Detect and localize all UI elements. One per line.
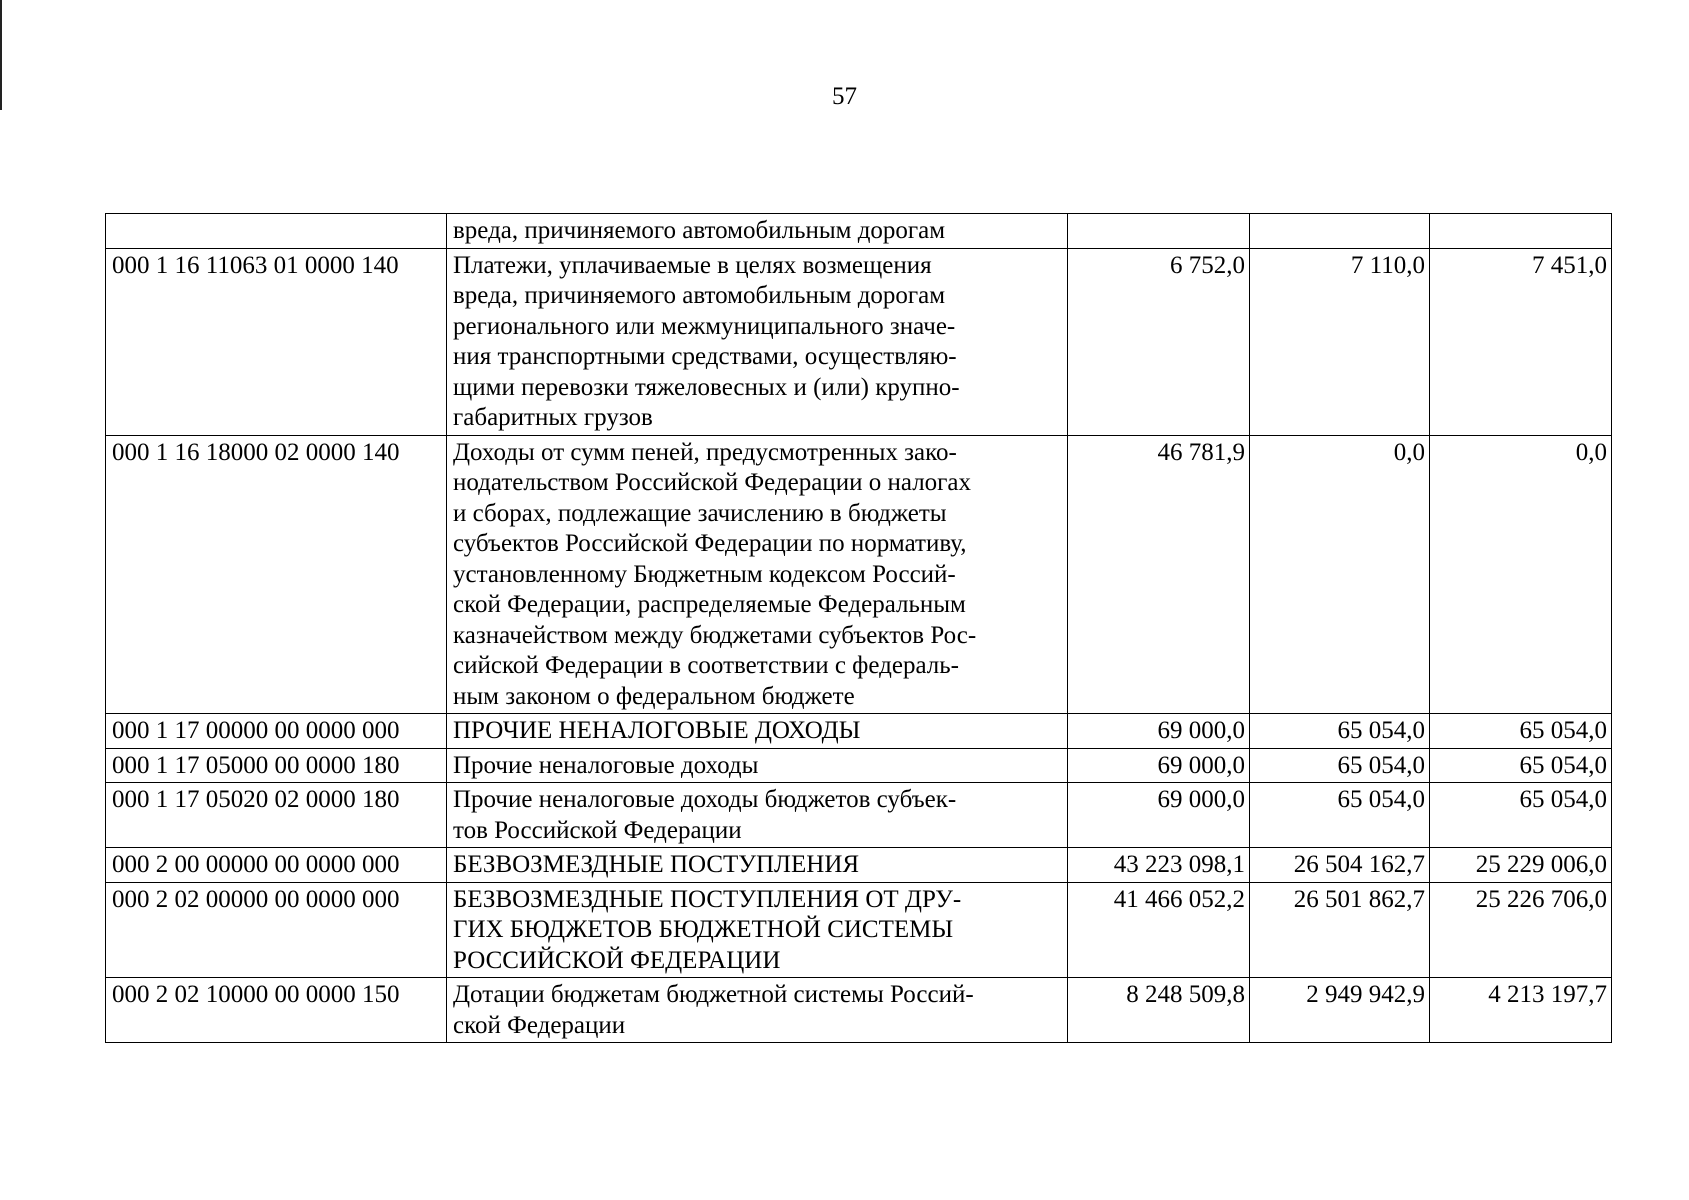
amount-year-3-cell: 65 054,0 [1430,714,1612,749]
amount-year-1-cell: 69 000,0 [1068,714,1250,749]
revenue-name-line: сийской Федерации в соответствии с федераль- [453,652,959,679]
table-body [106,214,1612,1043]
table-row [106,882,1612,978]
revenue-name-line: ГИХ БЮДЖЕТОВ БЮДЖЕТНОЙ СИСТЕМЫ [453,916,954,943]
table-row [106,248,1612,435]
budget-revenue-table [105,213,1612,1043]
amount-year-2-cell: 65 054,0 [1250,783,1430,848]
revenue-name-line: казначейством между бюджетами субъектов Рос- [453,621,977,649]
revenue-name-cell [447,714,1068,749]
amount-year-1-cell [1068,214,1250,249]
revenue-name-cell [447,435,1068,714]
amount-year-2-cell: 7 110,0 [1250,248,1430,435]
revenue-name-line: Прочие неналоговые доходы бюджетов субъек- [453,786,957,813]
budget-code-cell: 000 2 02 00000 00 0000 000 [106,882,447,978]
table-row [106,848,1612,883]
revenue-name-line: щими перевозки тяжеловесных и (или) крупно- [453,373,960,401]
revenue-name-line: габаритных грузов [453,404,653,431]
amount-year-1-cell: 41 466 052,2 [1068,882,1250,978]
revenue-name-line: ской Федерации, распределяемые Федеральным [453,591,966,618]
amount-year-2-cell [1250,214,1430,249]
revenue-name-line: нодательством Российской Федерации о налогах [453,469,972,496]
revenue-name-line: ской Федерации [453,1011,626,1039]
revenue-name-line: ным законом о федеральном бюджете [453,682,855,710]
amount-year-1-cell: 8 248 509,8 [1068,978,1250,1043]
revenue-name-line: Дотации бюджетам бюджетной системы Россий- [453,981,974,1008]
revenue-name-cell [447,214,1068,249]
amount-year-3-cell [1430,214,1612,249]
revenue-name-line: Платежи, уплачиваемые в целях возмещения [453,251,932,279]
revenue-name-cell [447,882,1068,978]
amount-year-3-cell: 65 054,0 [1430,748,1612,783]
table-row [106,978,1612,1043]
budget-code-cell: 000 1 16 18000 02 0000 140 [106,435,447,714]
revenue-name-line: тов Российской Федерации [453,816,742,844]
amount-year-3-cell: 4 213 197,7 [1430,978,1612,1043]
amount-year-1-cell: 69 000,0 [1068,748,1250,783]
revenue-name-cell [447,748,1068,783]
amount-year-1-cell: 43 223 098,1 [1068,848,1250,883]
revenue-name-line: БЕЗВОЗМЕЗДНЫЕ ПОСТУПЛЕНИЯ ОТ ДРУ- [453,885,962,913]
amount-year-2-cell: 26 501 862,7 [1250,882,1430,978]
budget-code-cell [106,214,447,249]
revenue-name-line: РОССИЙСКОЙ ФЕДЕРАЦИИ [453,946,781,974]
table-row [106,435,1612,714]
amount-year-2-cell: 26 504 162,7 [1250,848,1430,883]
revenue-name-line: вреда, причиняемого автомобильным дорогам [453,282,946,309]
amount-year-1-cell: 69 000,0 [1068,783,1250,848]
revenue-name-line: БЕЗВОЗМЕЗДНЫЕ ПОСТУПЛЕНИЯ [453,851,860,878]
amount-year-2-cell: 65 054,0 [1250,714,1430,749]
revenue-name-line: вреда, причиняемого автомобильным дорогам [453,217,946,244]
budget-code-cell: 000 1 17 05020 02 0000 180 [106,783,447,848]
table-row [106,783,1612,848]
table-row [106,214,1612,249]
budget-code-cell: 000 1 17 05000 00 0000 180 [106,748,447,783]
amount-year-3-cell: 7 451,0 [1430,248,1612,435]
amount-year-3-cell: 0,0 [1430,435,1612,714]
amount-year-2-cell: 65 054,0 [1250,748,1430,783]
revenue-name-line: и сборах, подлежащие зачислению в бюджеты [453,499,947,527]
revenue-name-line: регионального или межмуниципального значе- [453,312,956,340]
amount-year-3-cell: 25 226 706,0 [1430,882,1612,978]
amount-year-1-cell: 46 781,9 [1068,435,1250,714]
amount-year-2-cell: 0,0 [1250,435,1430,714]
revenue-name-line: субъектов Российской Федерации по нормативу, [453,530,967,557]
revenue-name-line: установленному Бюджетным кодексом Россий- [453,560,956,588]
page-number: 57 [832,83,857,110]
amount-year-3-cell: 25 229 006,0 [1430,848,1612,883]
table-row [106,748,1612,783]
table-row [106,714,1612,749]
revenue-name-cell [447,978,1068,1043]
revenue-name-line: Прочие неналоговые доходы [453,751,759,779]
revenue-name-cell [447,783,1068,848]
revenue-name-line: ния транспортными средствами, осуществляю- [453,343,957,370]
amount-year-2-cell: 2 949 942,9 [1250,978,1430,1043]
budget-code-cell: 000 1 16 11063 01 0000 140 [106,248,447,435]
amount-year-3-cell: 65 054,0 [1430,783,1612,848]
amount-year-1-cell: 6 752,0 [1068,248,1250,435]
revenue-name-line: ПРОЧИЕ НЕНАЛОГОВЫЕ ДОХОДЫ [453,717,861,744]
budget-code-cell: 000 2 00 00000 00 0000 000 [106,848,447,883]
revenue-name-cell [447,248,1068,435]
revenue-name-line: Доходы от сумм пеней, предусмотренных зако- [453,438,957,466]
budget-code-cell: 000 2 02 10000 00 0000 150 [106,978,447,1043]
revenue-name-cell [447,848,1068,883]
budget-code-cell: 000 1 17 00000 00 0000 000 [106,714,447,749]
